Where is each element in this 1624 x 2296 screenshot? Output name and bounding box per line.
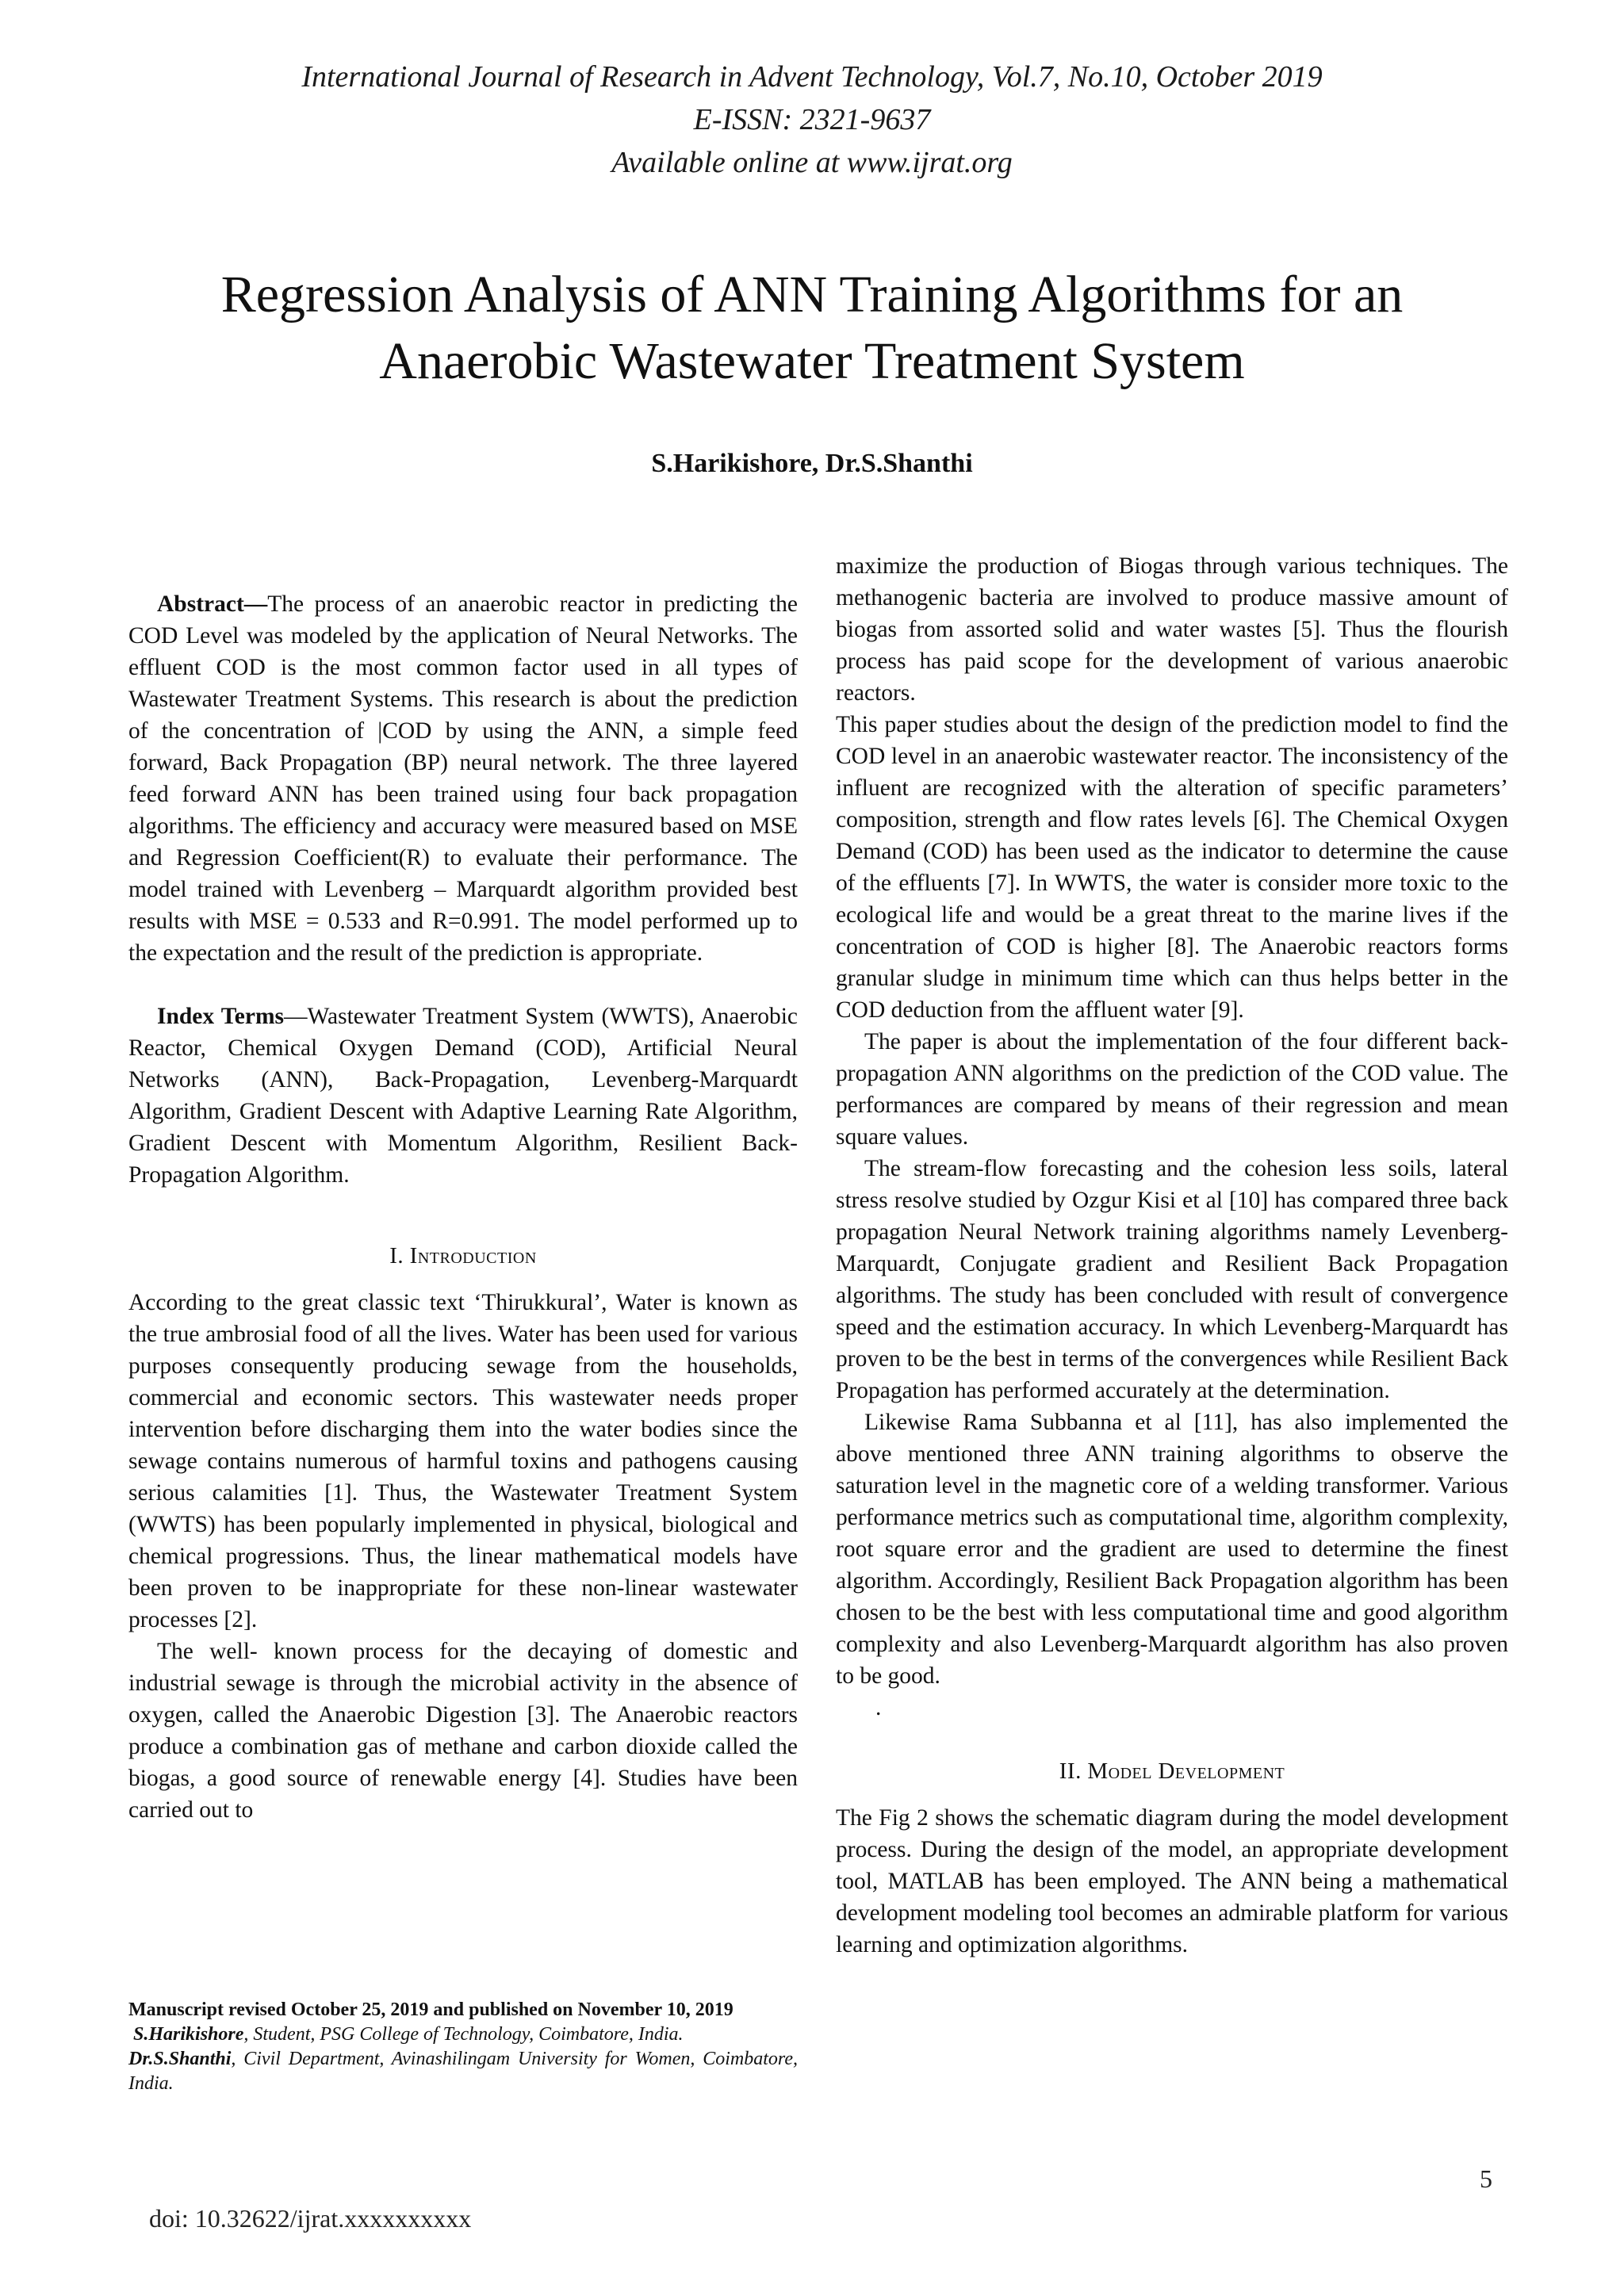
- abstract-text: The process of an anaerobic reactor in predicting the COD Level was modeled by the application of Neural Networks. The effluent COD is the most common factor used in all types of Wastewater Treatment Systems. This research is about the prediction of the concentration of |COD by using the ANN, a simple feed forward, Back Propagation (BP) neural network. The three layered feed forward ANN has been trained using four back propagation algorithms. The efficiency and accuracy were measured based on MSE and Regression Coefficient(R) to evaluate their performance. The model trained with Levenberg – Marquardt algorithm provided best results with MSE = 0.533 and R=0.991. The model performed up to the expectation and the result of the prediction is appropriate.: [128, 591, 798, 966]
- page-number: 5: [1480, 2164, 1492, 2193]
- journal-online: Available online at www.ijrat.org: [611, 146, 1013, 179]
- section-number: II.: [1059, 1758, 1082, 1784]
- author-1-name: S.Harikishore: [133, 2024, 244, 2045]
- paper-title: [119, 262, 1505, 395]
- footnote: [128, 1998, 798, 2096]
- section-title-initial-2: D: [1158, 1758, 1175, 1784]
- paper-title-line-2: Anaerobic Wastewater Treatment System: [379, 332, 1245, 390]
- intro-paragraph-1: According to the great classic text ‘Thirukkural’, Water is known as the true ambrosial food of all the lives. Water has been used for various purposes consequently producing sewage from the households, commercial and economic sectors. This wastewater needs proper intervention before discharging them into the water bodies since the sewage contains numerous of harmful toxins and pathogens causing serious calamities [1]. Thus, the Wastewater Treatment System (WWTS) has been popularly implemented in physical, biological and chemical progressions. Thus, the linear mathematical models have been proven to be inappropriate for these non-linear wastewater processes [2].: [128, 1290, 798, 1632]
- abstract-label: Abstract: [157, 591, 244, 617]
- section-title-initial-1: M: [1087, 1758, 1109, 1784]
- abstract: [128, 588, 798, 969]
- section-title-rest-1: odel: [1108, 1759, 1152, 1784]
- left-column: [128, 547, 798, 1826]
- stray-dot: .: [875, 1695, 882, 1720]
- index-terms-dash: —: [284, 1004, 308, 1029]
- section-heading-introduction: [128, 1240, 798, 1272]
- paper-title-line-1: Regression Analysis of ANN Training Algorithms for an: [220, 266, 1404, 323]
- paper-authors: S.Harikishore, Dr.S.Shanthi: [651, 449, 973, 478]
- author-2-affiliation: , Civil Department, Avinashilingam University for Women, Coimbatore, India.: [128, 2049, 798, 2094]
- author-2-name: Dr.S.Shanthi: [128, 2049, 232, 2069]
- model-development-paragraph: The Fig 2 shows the schematic diagram during the model development process. During the design of the model, an appropriate development tool, MATLAB has been employed. The ANN being a mathematical development modeling tool becomes an admirable platform for various learning and optimization algorithms.: [836, 1805, 1508, 1957]
- manuscript-note: Manuscript revised October 25, 2019 and published on November 10, 2019: [128, 1999, 733, 2020]
- index-terms-label: Index Terms: [157, 1004, 285, 1029]
- abstract-dash: —: [243, 591, 268, 617]
- journal-issn: E-ISSN: 2321-9637: [693, 103, 931, 136]
- section-title-initial: I: [409, 1243, 418, 1269]
- right-column: [836, 550, 1508, 1961]
- section-title-rest: ntroduction: [417, 1244, 537, 1269]
- section-heading-model-development: [836, 1755, 1508, 1788]
- doi: doi: 10.32622/ijrat.xxxxxxxxxx: [149, 2204, 472, 2233]
- journal-header: [0, 55, 1624, 184]
- author-affiliation-2: [128, 2047, 798, 2096]
- body-paragraph-1: maximize the production of Biogas through various techniques. The methanogenic bacteria are involved to produce massive amount of biogas from assorted solid and water wastes [5]. Thus the flourish process has paid scope for the development of various anaerobic reactors.: [836, 553, 1508, 706]
- index-terms: [128, 1001, 798, 1191]
- section-title-rest-2: evelopment: [1174, 1759, 1285, 1784]
- author-affiliation-1: [128, 2022, 798, 2047]
- author-1-affiliation: , Student, PSG College of Technology, Coimbatore, India.: [243, 2024, 684, 2045]
- section-number: I.: [389, 1243, 404, 1269]
- journal-name: International Journal of Research in Advent Technology, Vol.7, No.10, October 2019: [301, 60, 1323, 94]
- body-paragraph-5: Likewise Rama Subbanna et al [11], has also implemented the above mentioned three ANN training algorithms to observe the saturation level in the magnetic core of a welding transformer. Various performance metrics such as computational time, algorithm complexity, root square error and the gradient are used to determine the finest algorithm. Accordingly, Resilient Back Propagation algorithm has been chosen to be the best with less computational time and good algorithm complexity and also Levenberg-Marquardt algorithm has also proven to be good.: [836, 1410, 1508, 1689]
- body-paragraph-2: This paper studies about the design of the prediction model to find the COD level in an anaerobic wastewater reactor. The inconsistency of the influent are recognized with the alteration of specific parameters’ composition, strength and flow rates levels [6]. The Chemical Oxygen Demand (COD) has been used as the indicator to determine the cause of the effluents [7]. In WWTS, the water is consider more toxic to the ecological life and would be a great threat to the marine lives if the concentration of COD is higher [8]. The Anaerobic reactors forms granular sludge in minimum time which can thus helps better in the COD deduction from the affluent water [9].: [836, 712, 1508, 1023]
- intro-paragraph-2: The well- known process for the decaying of domestic and industrial sewage is through the microbial activity in the absence of oxygen, called the Anaerobic Digestion [3]. The Anaerobic reactors produce a combination gas of methane and carbon dioxide called the biogas, a good source of renewable energy [4]. Studies have been carried out to: [128, 1639, 798, 1823]
- index-terms-text: Wastewater Treatment System (WWTS), Anaerobic Reactor, Chemical Oxygen Demand (COD), Artificial Neural Networks (ANN), Back-Propagation, Levenberg-Marquardt Algorithm, Gradient Descent with Adaptive Learning Rate Algorithm, Gradient Descent with Momentum Algorithm, Resilient Back-Propagation Algorithm.: [128, 1004, 798, 1188]
- body-paragraph-4: The stream-flow forecasting and the cohesion less soils, lateral stress resolve studied by Ozgur Kisi et al [10] has compared three back propagation Neural Network training algorithms namely Levenberg-Marquardt, Conjugate gradient and Resilient Back Propagation algorithms. The study has been concluded with result of convergence speed and the estimation accuracy. In which Levenberg-Marquardt has proven to be the best in terms of the convergences while Resilient Back Propagation has performed accurately at the determination.: [836, 1156, 1508, 1403]
- body-paragraph-3: The paper is about the implementation of the four different back-propagation ANN algorithms on the prediction of the COD value. The performances are compared by means of their regression and mean square values.: [836, 1029, 1508, 1150]
